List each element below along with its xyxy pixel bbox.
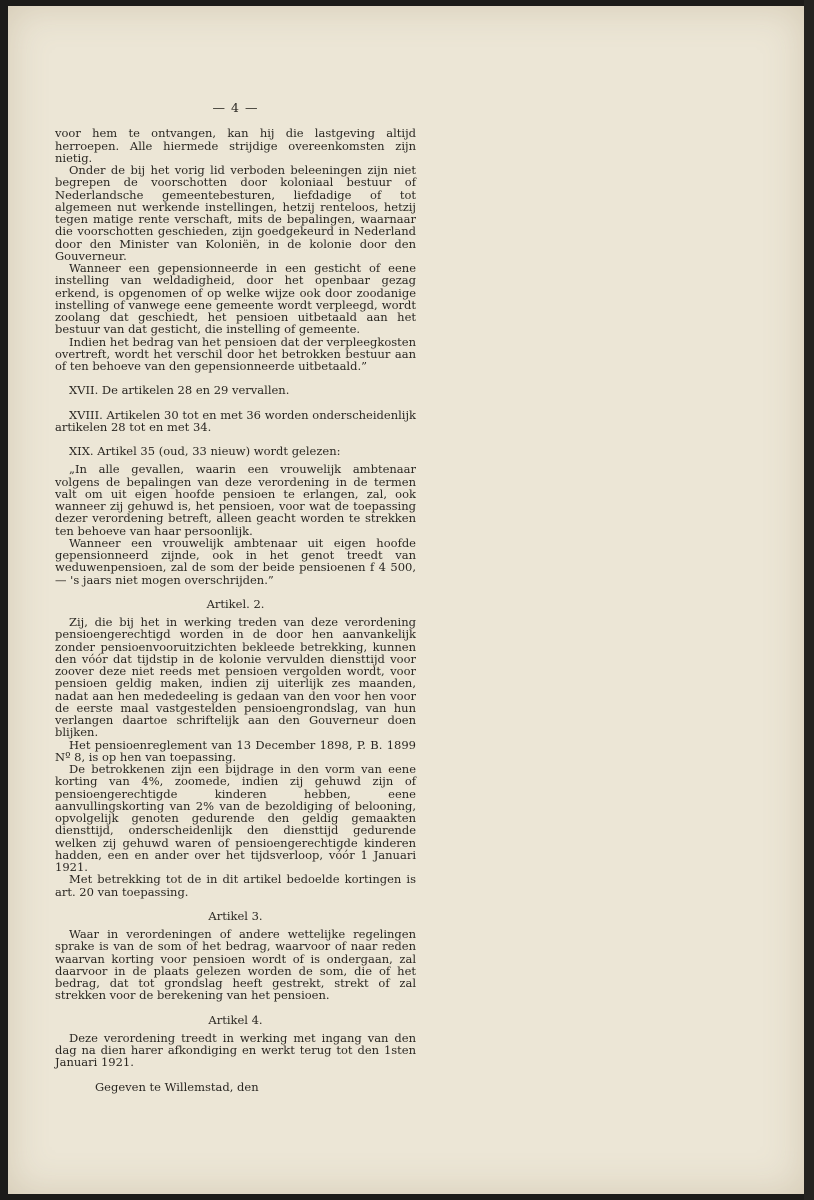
artikel-2-paragraph-1: Zij, die bij het in werking treden van deze verordening pensioengerechtigd worden in de door hen aanvankelijk zonder pensioenvooruitzichten bekleede betrekking, kunnen den vóór dat tijdstip in de kolonie vervulden diensttijd voor zoover deze niet reeds met pensioen vergolden wordt, voor pensioen geldig maken, indien zij uiterlijk zes maanden, nadat aan hen mededeeling is gedaan van den voor hen voor de eerste maal vastgestelden pensioengrondslag, van hun verlangen daartoe schriftelijk aan den Gouverneur doen blijken. — [55, 615, 416, 740]
document-page — [8, 6, 804, 1194]
item-xix: XIX. Artikel 35 (oud, 33 nieuw) wordt gelezen: — [69, 444, 341, 458]
page-body — [55, 102, 416, 1093]
closing-line: Gegeven te Willemstad, den — [95, 1079, 259, 1094]
page-number: — 4 — — [212, 100, 259, 115]
artikel-2-paragraph-4: Met betrekking tot de in dit artikel bedoelde kortingen is art. 20 van toepassing. — [55, 872, 416, 899]
artikel-4-paragraph: Deze verordening treedt in werking met ingang van den dag na dien harer afkondiging en werkt terug tot den 1sten Januari 1921. — [55, 1030, 416, 1070]
continuation-paragraph: voor hem te ontvangen, kan hij die lastgeving altijd herroepen. Alle hiermede strijdige overeenkomsten zijn nietig. — [55, 126, 416, 165]
artikel-3-paragraph: Waar in verordeningen of andere wettelijke regelingen sprake is van de som of het bedrag, waarvoor of naar reden waarvan korting voor pensioen wordt of is ondergaan, zal daarvoor in de plaats gelezen worden de som, die of het bedrag, dat tot grondslag heeft gestrekt, strekt of zal strekken voor de berekening van het pensioen. — [55, 927, 416, 1003]
item-xviii: XVIII. Artikelen 30 tot en met 36 worden onderscheidenlijk artikelen 28 tot en met 34. — [55, 407, 416, 434]
quote-paragraph-2: Wanneer een vrouwelijk ambtenaar uit eigen hoofde gepensionneerd zijnde, ook in het genot treedt van weduwenpensioen, zal de som der beide pensioenen f 4 500,— 's jaars niet mogen overschrijden.” — [55, 535, 416, 587]
heading-artikel-3: Artikel 3. — [208, 908, 263, 923]
artikel-2-paragraph-3: De betrokkenen zijn een bijdrage in den vorm van eene korting van 4%, zoomede, indien zij gehuwd zijn of pensioengerechtigde kinderen hebben, eene aanvullingskorting van 2% van de bezoldiging of belooning, opvolgelijk genoten gedurende den geldig gemaakten diensttijd, onderscheidenlijk den diensttijd gedurende welken zij gehuwd waren of pensioengerechtigde kinderen hadden, een en ander over het tijdsverloop, vóór 1 Januari 1921. — [55, 762, 416, 874]
heading-artikel-2: Artikel. 2. — [206, 596, 265, 611]
item-xvii: XVII. De artikelen 28 en 29 vervallen. — [69, 383, 290, 398]
artikel-2-paragraph-2: Het pensioenreglement van 13 December 1898, P. B. 1899 Nº 8, is op hen van toepassing. — [55, 737, 416, 764]
scan-border — [804, 0, 814, 1200]
quote-paragraph-1: „In alle gevallen, waarin een vrouwelijk ambtenaar volgens de bepalingen van deze verordening in de termen valt om uit eigen hoofde pensioen te erlangen, zal, ook wanneer zij gehuwd is, het pensioen, voor wat de toepassing dezer verordening betreft, alleen geacht worden te strekken ten behoeve van haar persoonlijk. — [55, 462, 416, 538]
paragraph-institution: Wanneer een gepensionneerde in een gesticht of eene instelling van weldadigheid, door het openbaar gezag erkend, is opgenomen of op welke wijze ook door zoodanige instelling of vanwege eene gemeente wordt verpleegd, wordt zoolang dat geschiedt, het pensioen uitbetaald aan het bestuur van dat gesticht, die instelling of gemeente. — [55, 261, 416, 337]
heading-artikel-4: Artikel 4. — [208, 1012, 263, 1027]
paragraph-loans: Onder de bij het vorig lid verboden beleeningen zijn niet begrepen de voorschotten door koloniaal bestuur of Nederlandsche gemeentebesturen, liefdadige of tot algemeen nut werkende instellingen, hetzij renteloos, hetzij tegen matige rente verschaft, mits de bepalingen, waarnaar die voorschotten geschieden, zijn goedgekeurd in Nederland door den Minister van Koloniën, in de kolonie door den Gouverneur. — [55, 163, 416, 263]
paragraph-care-costs: Indien het bedrag van het pensioen dat der verpleegkosten overtreft, wordt het verschil door het betrokken bestuur aan of ten behoeve van den gepensionneerde uitbetaald.” — [55, 334, 416, 373]
